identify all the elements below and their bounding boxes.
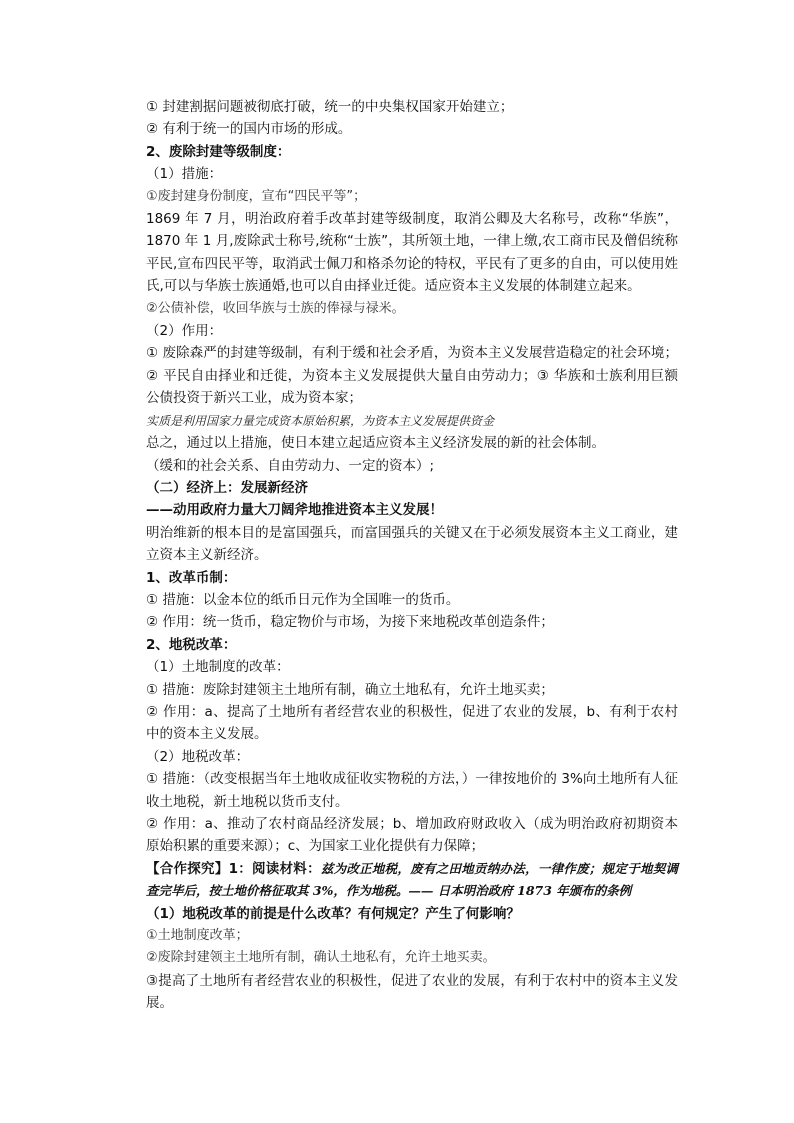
line-summary: 总之，通过以上措施，使日本建立起适应资本主义经济发展的新的社会体制。 <box>146 435 605 452</box>
heading-currency: 1、改革币制： <box>146 569 237 586</box>
paragraph-1869 <box>118 208 678 298</box>
line-tax-reform: （2）地税改革： <box>146 748 250 765</box>
paragraph-tax-measure <box>118 768 678 813</box>
cooperative-material: 兹为改正地税，废有之田地贡纳办法，一律作废；规定于地契调查完毕后，按土地价格征取其 3%，作为地税。—— 日本明治政府 1873 年颁布的条例 <box>146 860 678 899</box>
paragraph-effect-text: ① 废除森严的封建等级制，有利于缓和社会矛盾，为资本主义发展营造稳定的社会环境；② 平民自由择业和迁徙，为资本主义发展提供大量自由劳动力；③ 华族和士族利用巨额公债投资于新兴工业，成为资本家； <box>146 345 678 407</box>
line-currency-measure: ① 措施：以金本位的纸币日元作为全国唯一的货币。 <box>146 591 460 608</box>
paragraph-effect <box>118 342 678 409</box>
paragraph-answer-3-text: ③提高了土地所有者经营农业的积极性，促进了农业的发展，有利于农村中的资本主义发展。 <box>146 972 678 1012</box>
line-land-measure: ① 措施：废除封建领主土地所有制，确立土地私有，允许土地买卖； <box>146 681 554 698</box>
heading-economy-sub: ——动用政府力量大刀阔斧地推进资本主义发展！ <box>146 502 443 519</box>
paragraph-tax-effect <box>118 813 678 858</box>
paragraph-1869-text: 1869 年 7 月，明治政府着手改革封建等级制度，取消公卿及大名称号，改称“华族”，1870 年 1 月,废除武士称号,统称“士族”，其所领土地，一律上缴,农工商市民及僧侣统称平民,宣布四民平等，取消武士佩刀和格杀勿论的特权，平民有了更多的自由，可以使用姓氏,可以与华族士族通婚,也可以自由择业迁徙。适应资本主义发展的体制建立起来。 <box>146 211 678 295</box>
cooperative-label: 【合作探究】1：阅读材料： <box>146 860 321 877</box>
paragraph-tax-effect-text: ② 作用：a、推动了农村商品经济发展；b、增加政府财政收入（成为明治政府初期资本原始积累的重要来源）；c、为国家工业化提供有力保障； <box>146 816 678 855</box>
line-4: ①废封建身份制度，宣布“四民平等”； <box>146 188 367 204</box>
line-land-system: （1）土地制度的改革： <box>146 659 290 676</box>
question-1: （1）地税改革的前提是什么改革？有何规定？产生了何影响？ <box>146 905 520 922</box>
paragraph-meiji-goal-text: 明治维新的根本目的是富国强兵，而富国强兵的关键又在于必须发展资本主义工商业，建立资本主义新经济。 <box>146 524 678 564</box>
heading-economy: （二）经济上：发展新经济 <box>146 479 308 496</box>
line-essence: 实质是利用国家力量完成资本原始积累，为资本主义发展提供资金 <box>146 413 495 428</box>
heading-abolish-feudal-class: 2、废除封建等级制度： <box>146 143 291 160</box>
line-effect-heading: （2）作用： <box>146 323 223 340</box>
paragraph-meiji-goal <box>118 522 678 567</box>
answer-1: ①土地制度改革； <box>146 928 249 944</box>
document-page <box>118 96 678 1015</box>
paragraph-cooperative <box>118 858 678 903</box>
paragraph-answer-3 <box>118 970 678 1015</box>
line-2: ② 有利于统一的国内市场的形成。 <box>146 121 352 138</box>
line-currency-effect: ② 作用：统一货币，稳定物价与市场，为接下来地税改革创造条件； <box>146 614 554 631</box>
paragraph-land-effect <box>118 701 678 746</box>
heading-land-tax: 2、地税改革： <box>146 636 237 653</box>
line-bonds: ②公债补偿，收回华族与士族的俸禄与禄米。 <box>146 300 405 316</box>
line-measures-1: （1）措施： <box>146 166 223 183</box>
line-summary-note: （缓和的社会关系、自由劳动力、一定的资本）; <box>146 457 435 474</box>
answer-2: ②废除封建领主土地所有制，确认土地私有，允许土地买卖。 <box>146 950 496 966</box>
line-1: ① 封建割据问题被彻底打破，统一的中央集权国家开始建立； <box>146 99 514 115</box>
paragraph-tax-measure-text: ① 措施：（改变根据当年土地收成征收实物税的方法，）一律按地价的 3%向土地所有人征收土地税，新土地税以货币支付。 <box>146 771 678 810</box>
paragraph-land-effect-text: ② 作用：a、提高了土地所有者经营农业的积极性，促进了农业的发展，b、有利于农村中的资本主义发展。 <box>146 703 678 743</box>
